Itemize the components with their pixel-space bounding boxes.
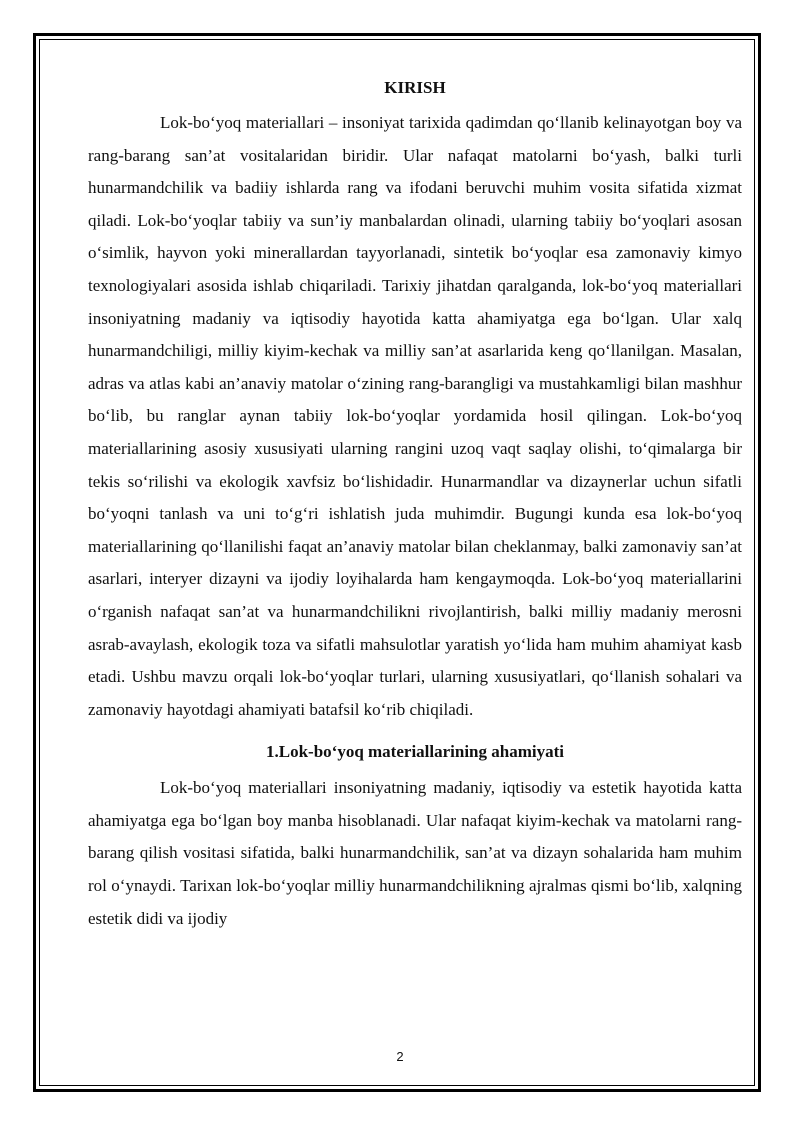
page-title: KIRISH bbox=[384, 78, 446, 97]
intro-paragraph: Lok-bo‘yoq materiallari – insoniyat tarixida qadimdan qo‘llanib kelinayotgan boy va rang-barang san’at vositalaridan biridir. Ular nafaqat matolarni bo‘yash, balki turli hunarmandchilik va badiiy ishlarda rang va ifodani beruvchi muhim vosita sifatida xizmat qiladi. Lok-bo‘yoqlar tabiiy va sun’iy manbalardan olinadi, ularning tabiiy bo‘yoqlari asosan o‘simlik, hayvon yoki minerallardan tayyorlanadi, sintetik bo‘yoqlar esa zamonaviy kimyo texnologiyalari asosida ishlab chiqariladi. Tarixiy jihatdan qaralganda, lok-bo‘yoq materiallari insoniyatning madaniy va iqtisodiy hayotida katta ahamiyatga ega bo‘lgan. Ular xalq hunarmandchiligi, milliy kiyim-kechak va milliy san’at asarlarida keng qo‘llanilgan. Masalan, adras va atlas kabi an’anaviy matolar o‘zining rang-barangligi va mustahkamligi bilan mashhur bo‘lib, bu ranglar aynan tabiiy lok-bo‘yoqlar yordamida hosil qilingan. Lok-bo‘yoq materiallarining asosiy xususiyati ularning rangini uzoq vaqt saqlay olishi, to‘qimalarga bir tekis so‘rilishi va ekologik xavfsiz bo‘lishidadir. Hunarmandlar va dizaynerlar uchun sifatli bo‘yoqni tanlash va uni to‘g‘ri ishlatish juda muhimdir. Bugungi kunda esa lok-bo‘yoq materiallarining qo‘llanilishi faqat an’anaviy matolar bilan cheklanmay, balki zamonaviy san’at asarlari, interyer dizayni va ijodiy loyihalarda ham kengaymoqda. Lok-bo‘yoq materiallarini o‘rganish nafaqat san’at va hunarmandchilikni rivojlantirish, balki milliy madaniy merosni asrab-avaylash, ekologik toza va sifatli mahsulotlar yaratish yo‘lida ham muhim ahamiyat kasb etadi. Ushbu mavzu orqali lok-bo‘yoqlar turlari, ularning xususiyatlari, qo‘llanish sohalari va zamonaviy hayotdagi ahamiyati batafsil ko‘rib chiqiladi. bbox=[88, 113, 742, 719]
section-heading: 1.Lok-bo‘yoq materiallarining ahamiyati bbox=[266, 742, 564, 762]
page-number: 2 bbox=[396, 1049, 404, 1064]
section-paragraph: Lok-bo‘yoq materiallari insoniyatning madaniy, iqtisodiy va estetik hayotida katta ahamiyatga ega bo‘lgan boy manba hisoblanadi. Ular nafaqat kiyim-kechak va matolarni rang-barang qilish vositasi sifatida, balki hunarmandchilik, san’at va dizayn sohalarida ham muhim rol o‘ynaydi. Tarixan lok-bo‘yoqlar milliy hunarmandchilikning ajralmas qismi bo‘lib, xalqning estetik didi va ijodiy bbox=[88, 778, 742, 928]
document-body bbox=[88, 76, 742, 935]
